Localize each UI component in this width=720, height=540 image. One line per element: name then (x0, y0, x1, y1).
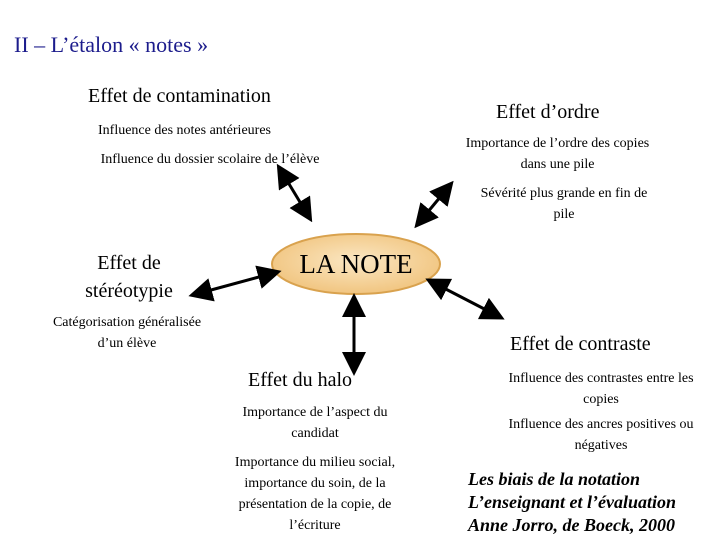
ordre-item-1: Importance de l’ordre des copies dans une pile (465, 136, 650, 172)
contraste-item-1: Influence des contrastes entre les copies (508, 371, 694, 407)
ordre-heading: Effet d’ordre (496, 101, 600, 123)
source-citation (468, 468, 676, 537)
center-label: LA NOTE (299, 248, 413, 279)
contraste-item-2: Influence des ancres positives ou négatives (508, 417, 694, 453)
source-line-2: L’enseignant et l’évaluation (468, 492, 677, 512)
stereotypie-heading: Effet de stéréotypie (85, 252, 173, 302)
arrow-ordre (422, 190, 446, 219)
arrow-contraste (436, 284, 494, 314)
ordre-item-2: Sévérité plus grande en fin de pile (480, 186, 648, 222)
halo-heading: Effet du halo (248, 369, 353, 391)
page-title: II – L’étalon « notes » (14, 32, 209, 57)
contamination-item-2: Influence du dossier scolaire de l’élève (100, 152, 320, 167)
halo-item-1: Importance de l’aspect du candidat (242, 405, 388, 441)
source-line-3: Anne Jorro, de Boeck, 2000 (468, 515, 675, 535)
source-line-1: Les biais de la notation (468, 469, 641, 489)
stereotypie-item-1: Catégorisation généralisée d’un élève (52, 315, 202, 351)
contamination-heading: Effet de contamination (88, 85, 271, 107)
contamination-item-1: Influence des notes antérieures (98, 123, 271, 138)
arrow-stereotypie (200, 274, 270, 293)
arrow-contamination (283, 174, 306, 212)
halo-item-2: Importance du milieu social, importance du soin, de la présentation de la copie, de l’écriture (234, 455, 396, 533)
contraste-heading: Effet de contraste (510, 333, 651, 355)
